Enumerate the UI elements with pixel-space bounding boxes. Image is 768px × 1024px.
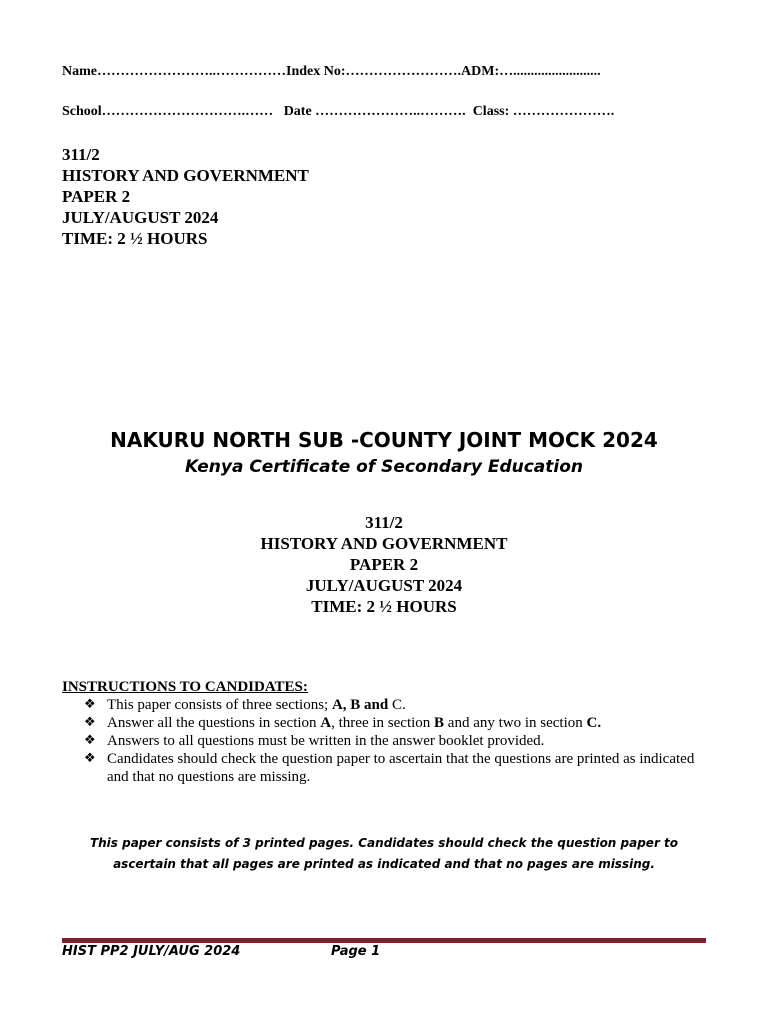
diamond-bullet-icon: ❖: [84, 733, 96, 748]
name-field: Name……………………..……………: [62, 64, 286, 79]
footer-rule: [62, 938, 706, 943]
paper-info-top: [62, 144, 309, 249]
instructions-heading: INSTRUCTIONS TO CANDIDATES:: [62, 679, 308, 695]
diamond-bullet-icon: ❖: [84, 751, 96, 766]
paper-info-center: [0, 512, 768, 617]
footer-page-number: Page 1: [331, 944, 381, 959]
paper-session: JULY/AUGUST 2024: [305, 576, 463, 595]
index-no-field: Index No:…………………….: [286, 64, 462, 79]
header-line-school: [62, 104, 614, 120]
page-count-note: This paper consists of 3 printed pages. Candidates should check the question paper to ascertain that all pages are printed as indicated and that no pages are missing.: [89, 836, 679, 871]
adm-field: ADM:….........................: [461, 64, 601, 79]
diamond-bullet-icon: ❖: [84, 715, 96, 730]
paper-session: JULY/AUGUST 2024: [62, 208, 219, 227]
paper-subject: HISTORY AND GOVERNMENT: [62, 166, 309, 185]
paper-time: TIME: 2 ½ HOURS: [311, 597, 457, 616]
header-line-name: [62, 64, 601, 80]
instructions-list: [84, 696, 714, 786]
instruction-item: ❖ Answers to all questions must be written in the answer booklet provided.: [84, 733, 545, 749]
paper-subject: HISTORY AND GOVERNMENT: [260, 534, 508, 553]
diamond-bullet-icon: ❖: [84, 697, 96, 712]
instruction-item: ❖ Candidates should check the question paper to ascertain that the questions are printed as indicated and that no questions are missing.: [84, 751, 695, 785]
instruction-item: ❖ This paper consists of three sections; A, B and C.: [84, 697, 406, 713]
paper-code: 311/2: [365, 513, 403, 532]
date-field: Date …………………..……….: [283, 104, 466, 119]
class-field: Class: ………………….: [472, 104, 615, 119]
paper-number: PAPER 2: [62, 187, 131, 206]
paper-time: TIME: 2 ½ HOURS: [62, 229, 208, 248]
school-field: School………………………….……: [62, 104, 274, 119]
exam-title: NAKURU NORTH SUB -COUNTY JOINT MOCK 2024: [110, 428, 658, 452]
footer-paper-label: HIST PP2 JULY/AUG 2024: [62, 944, 241, 959]
exam-subtitle: Kenya Certificate of Secondary Education: [184, 457, 583, 477]
paper-number: PAPER 2: [349, 555, 419, 574]
paper-code: 311/2: [62, 145, 100, 164]
instruction-item: ❖ Answer all the questions in section A, three in section B and any two in section C.: [84, 715, 602, 731]
